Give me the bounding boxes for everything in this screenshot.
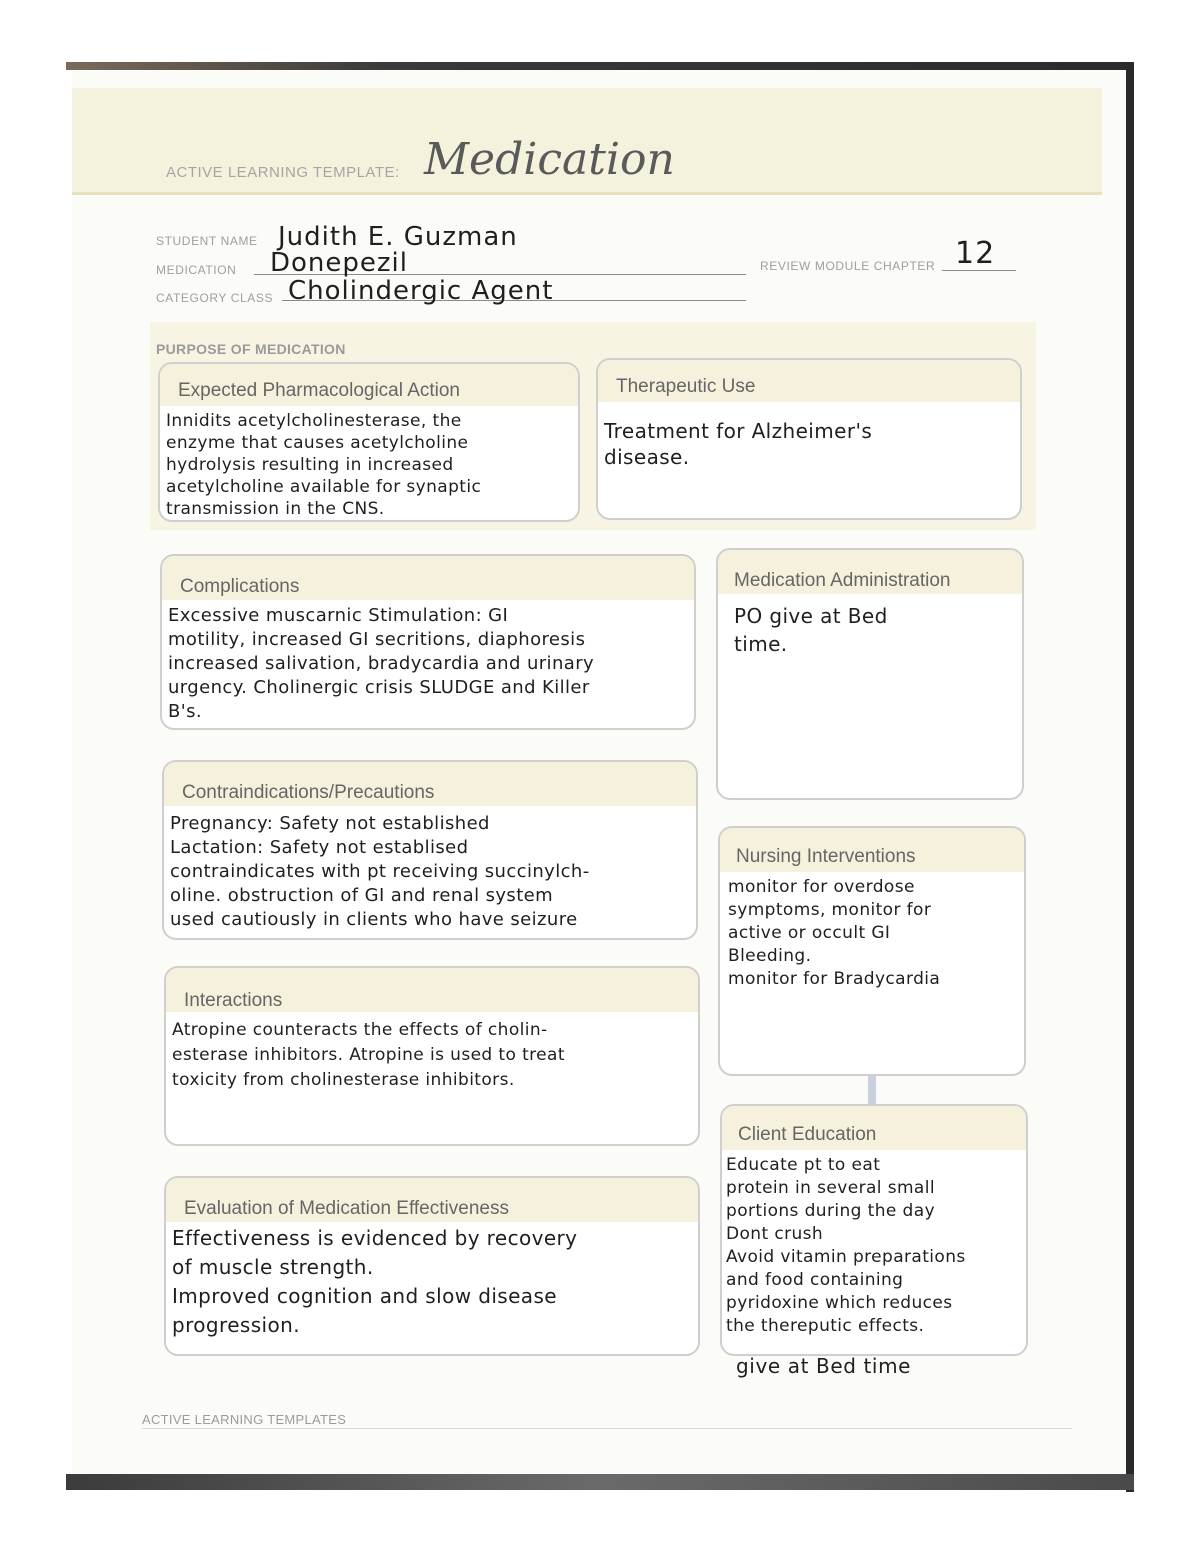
medication-administration-text: PO give at Bed time. — [734, 604, 888, 656]
nursing-interventions-title: Nursing Interventions — [720, 828, 1024, 872]
page-title: Medication — [424, 134, 675, 185]
template-label: ACTIVE LEARNING TEMPLATE: — [166, 164, 400, 181]
expected-action-box — [158, 362, 580, 522]
therapeutic-use-text: Treatment for Alzheimer's disease. — [604, 419, 873, 469]
client-education-box — [720, 1104, 1028, 1356]
medication-label: MEDICATION — [156, 263, 237, 277]
contraindications-box — [162, 760, 698, 940]
nursing-interventions-text: monitor for overdose symptoms, monitor for active or occult GI Bleeding. monitor for Bradycardia — [728, 877, 941, 989]
evaluation-title: Evaluation of Medication Effectiveness — [166, 1178, 698, 1222]
review-module-value: 12 — [955, 236, 996, 271]
category-class-value: Cholindergic Agent — [288, 276, 554, 306]
complications-box — [160, 554, 696, 730]
complications-text: Excessive muscarnic Stimulation: GI motility, increased GI secritions, diaphoresis increased salivation, bradycardia and urinary urgency. Cholinergic crisis SLUDGE and Killer B's. — [168, 605, 595, 722]
client-education-title: Client Education — [722, 1106, 1026, 1150]
nursing-interventions-box — [718, 826, 1026, 1076]
purpose-label: PURPOSE OF MEDICATION — [156, 341, 346, 357]
interactions-title: Interactions — [166, 968, 698, 1012]
footer-line — [142, 1428, 1072, 1429]
connector-bar — [868, 1076, 876, 1104]
expected-action-text: Innidits acetylcholinesterase, the enzyme that causes acetylcholine hydrolysis resulting in increased acetylcholine available for synaptic transmission in the CNS. — [166, 411, 482, 519]
evaluation-text: Effectiveness is evidenced by recovery of muscle strength. Improved cognition and slow disease progression. — [172, 1226, 578, 1337]
category-class-label: CATEGORY CLASS — [156, 291, 274, 305]
review-module-label: REVIEW MODULE CHAPTER — [760, 259, 936, 273]
student-name-value: Judith E. Guzman — [278, 222, 518, 252]
therapeutic-use-title: Therapeutic Use — [598, 360, 1020, 402]
interactions-text: Atropine counteracts the effects of cholin- esterase inhibitors. Atropine is used to treat toxicity from cholinesterase inhibitors. — [172, 1020, 565, 1090]
student-name-label: STUDENT NAME — [156, 234, 258, 248]
contraindications-text: Pregnancy: Safety not established Lactation: Safety not establised contraindicates with pt receiving succinylch- oline. obstruction of GI and renal system used cautiously in clients who have seizure — [170, 813, 590, 930]
client-education-extra-note: give at Bed time — [736, 1354, 912, 1378]
complications-title: Complications — [162, 556, 694, 600]
evaluation-box — [164, 1176, 700, 1356]
contraindications-title: Contraindications/Precautions — [164, 762, 696, 806]
medication-administration-title: Medication Administration — [718, 550, 1022, 594]
medication-administration-box — [716, 548, 1024, 800]
photo-right-edge — [1126, 62, 1134, 1492]
photo-top-edge — [66, 62, 1134, 70]
interactions-box — [164, 966, 700, 1146]
photo-bottom-edge — [66, 1474, 1134, 1490]
medication-value: Donepezil — [270, 248, 408, 278]
client-education-text: Educate pt to eat protein in several small portions during the day Dont crush Avoid vitamin preparations and food containing pyridoxine which reduces the thereputic effects. — [726, 1155, 966, 1336]
therapeutic-use-box — [596, 358, 1022, 520]
footer-label: ACTIVE LEARNING TEMPLATES — [142, 1412, 347, 1427]
expected-action-title: Expected Pharmacological Action — [160, 364, 578, 406]
